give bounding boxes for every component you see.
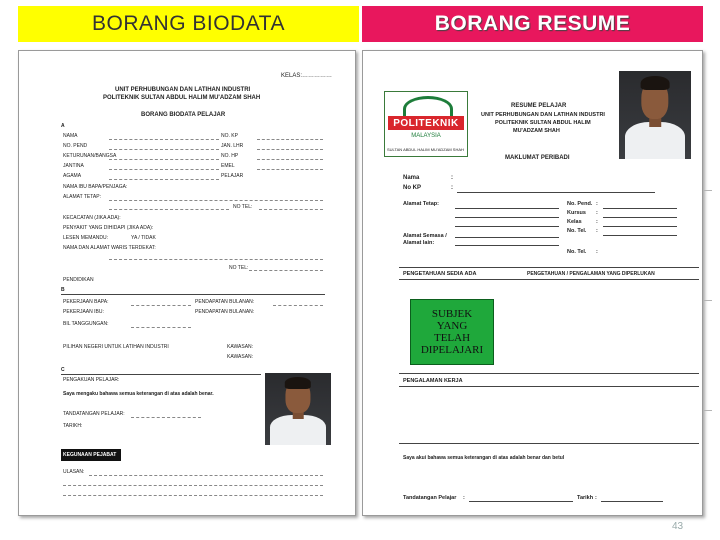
field-label-pendidikan: PENDIDIKAN bbox=[63, 277, 94, 283]
kelas-label: Kelas bbox=[567, 219, 582, 225]
section-a-label: A bbox=[61, 123, 65, 129]
logo-brand: POLITEKNIK bbox=[388, 116, 464, 130]
tarikh-label: TARIKH: bbox=[63, 423, 83, 429]
resume-pengakuan: Saya akui bahawa semua keterangan di atas adalah benar dan betul bbox=[403, 455, 565, 461]
field-label-agama: AGAMA bbox=[63, 173, 82, 179]
colon: : bbox=[596, 249, 598, 255]
colon: : bbox=[596, 228, 598, 234]
colon: : bbox=[463, 495, 465, 501]
biodata-title: BORANG BIODATA bbox=[18, 6, 359, 42]
logo-sub: MALAYSIA bbox=[411, 133, 441, 139]
nama-label: Nama bbox=[403, 175, 420, 181]
field-label-pelajar: PELAJAR bbox=[221, 173, 244, 179]
pengetahuan-right-heading: PENGETAHUAN / PENGALAMAN YANG DIPERLUKAN bbox=[527, 271, 655, 277]
colon: : bbox=[451, 185, 453, 191]
resume-heading-1: RESUME PELAJAR bbox=[511, 103, 567, 109]
pengetahuan-heading: PENGETAHUAN SEDIA ADA bbox=[403, 271, 477, 277]
field-label-kawasan1: KAWASAN: bbox=[227, 344, 254, 350]
colon: : bbox=[596, 210, 598, 216]
resume-heading-2: UNIT PERHUBUNGAN DAN LATIHAN INDUSTRI bbox=[481, 112, 605, 118]
field-label-pendapatan-ibu: PENDAPATAN BULANAN: bbox=[195, 309, 255, 315]
field-label-emel: EMEL bbox=[221, 163, 235, 169]
pengalaman-kerja-heading: PENGALAMAN KERJA bbox=[403, 378, 463, 384]
tarikh-resume-label: Tarikh bbox=[577, 495, 594, 501]
kegunaan-pejabat-label: KEGUNAAN PEJABAT bbox=[63, 452, 117, 458]
tandatangan-pelajar-label: Tandatangan Pelajar bbox=[403, 495, 457, 501]
alamat-tetap-label: Alamat Tetap: bbox=[403, 201, 439, 207]
nopend-label: No. Pend. bbox=[567, 201, 593, 207]
notel2-label: No. Tel. bbox=[567, 249, 587, 255]
field-label-bilangan: BIL TANGGUNGAN: bbox=[63, 321, 109, 327]
kelas-field: KELAS:…………… bbox=[281, 73, 333, 79]
student-photo-icon bbox=[619, 71, 691, 159]
colon: : bbox=[451, 175, 453, 181]
field-label-waris: NAMA DAN ALAMAT WARIS TERDEKAT: bbox=[63, 245, 156, 251]
field-label-bangsa: KETURUNAN/BANGSA bbox=[63, 153, 117, 159]
field-label-notel2: NO TEL: bbox=[229, 265, 249, 271]
field-label-lesen: LESEN MEMANDU: bbox=[63, 235, 109, 241]
subjek-dipelajari-label: SUBJEK YANG TELAH DIPELAJARI bbox=[420, 308, 484, 356]
notel-label: No. Tel. bbox=[567, 228, 587, 234]
field-label-nokp: NO. KP bbox=[221, 133, 238, 139]
alamat-semasa-label: Alamat Semasa / Alamat lain: bbox=[403, 233, 447, 246]
resume-heading-3: POLITEKNIK SULTAN ABDUL HALIM bbox=[495, 120, 591, 126]
field-label-alamat: ALAMAT TETAP: bbox=[63, 194, 101, 200]
field-value-lesen: YA / TIDAK bbox=[131, 235, 156, 241]
field-label-nopend: NO. PEND bbox=[63, 143, 88, 149]
biodata-heading-3: BORANG BIODATA PELAJAR bbox=[141, 112, 226, 118]
student-photo-icon bbox=[265, 373, 331, 445]
section-c-label: C bbox=[61, 367, 65, 373]
politeknik-logo-icon bbox=[384, 91, 468, 157]
field-label-pendapatan-bapa: PENDAPATAN BULANAN: bbox=[195, 299, 255, 305]
biodata-heading-1: UNIT PERHUBUNGAN DAN LATIHAN INDUSTRI bbox=[115, 87, 251, 93]
field-label-kecacatan: KECACATAN (JIKA ADA): bbox=[63, 215, 121, 221]
field-label-pilihan: PILIHAN NEGERI UNTUK LATIHAN INDUSTRI bbox=[63, 344, 169, 350]
section-b-label: B bbox=[61, 287, 65, 293]
pengakuan-label: PENGAKUAN PELAJAR: bbox=[63, 377, 120, 383]
field-label-pekerjaan-ibu: PEKERJAAN IBU: bbox=[63, 309, 104, 315]
ulasan-label: ULASAN: bbox=[63, 469, 85, 475]
logo-address: SULTAN ABDUL HALIM MU'ADZAM SHAH bbox=[387, 147, 464, 152]
pengakuan-text: Saya mengaku bahawa semua keterangan di atas adalah benar. bbox=[63, 391, 214, 397]
field-label-nama: NAMA bbox=[63, 133, 78, 139]
biodata-form-sheet bbox=[18, 50, 356, 516]
resume-title: BORANG RESUME bbox=[362, 6, 703, 42]
nokp-label: No KP bbox=[403, 185, 421, 191]
page-number: 43 bbox=[672, 521, 684, 532]
maklumat-peribadi-heading: MAKLUMAT PERIBADI bbox=[505, 155, 570, 161]
subjek-dipelajari-box bbox=[410, 299, 494, 365]
colon: : bbox=[595, 495, 597, 501]
tandatangan-label: TANDATANGAN PELAJAR: bbox=[63, 411, 125, 417]
field-label-kawasan2: KAWASAN: bbox=[227, 354, 254, 360]
field-label-jantina: JANTINA bbox=[63, 163, 84, 169]
field-label-penyakit: PENYAKIT YANG DIHIDAPI (JIKA ADA): bbox=[63, 225, 154, 231]
field-label-nohp: NO. HP bbox=[221, 153, 239, 159]
kursus-label: Kursus bbox=[567, 210, 586, 216]
field-label-notel: NO TEL: bbox=[233, 204, 253, 210]
field-label-janlhr: JAN. LHR bbox=[221, 143, 244, 149]
resume-heading-4: MU'ADZAM SHAH bbox=[513, 128, 560, 134]
resume-form-sheet bbox=[362, 50, 703, 516]
biodata-heading-2: POLITEKNIK SULTAN ABDUL HALIM MU'ADZAM SHAH bbox=[103, 95, 261, 101]
field-label-ibubapa: NAMA IBU BAPA/PENJAGA: bbox=[63, 184, 128, 190]
colon: : bbox=[596, 219, 598, 225]
field-label-pekerjaan-bapa: PEKERJAAN BAPA: bbox=[63, 299, 109, 305]
colon: : bbox=[596, 201, 598, 207]
